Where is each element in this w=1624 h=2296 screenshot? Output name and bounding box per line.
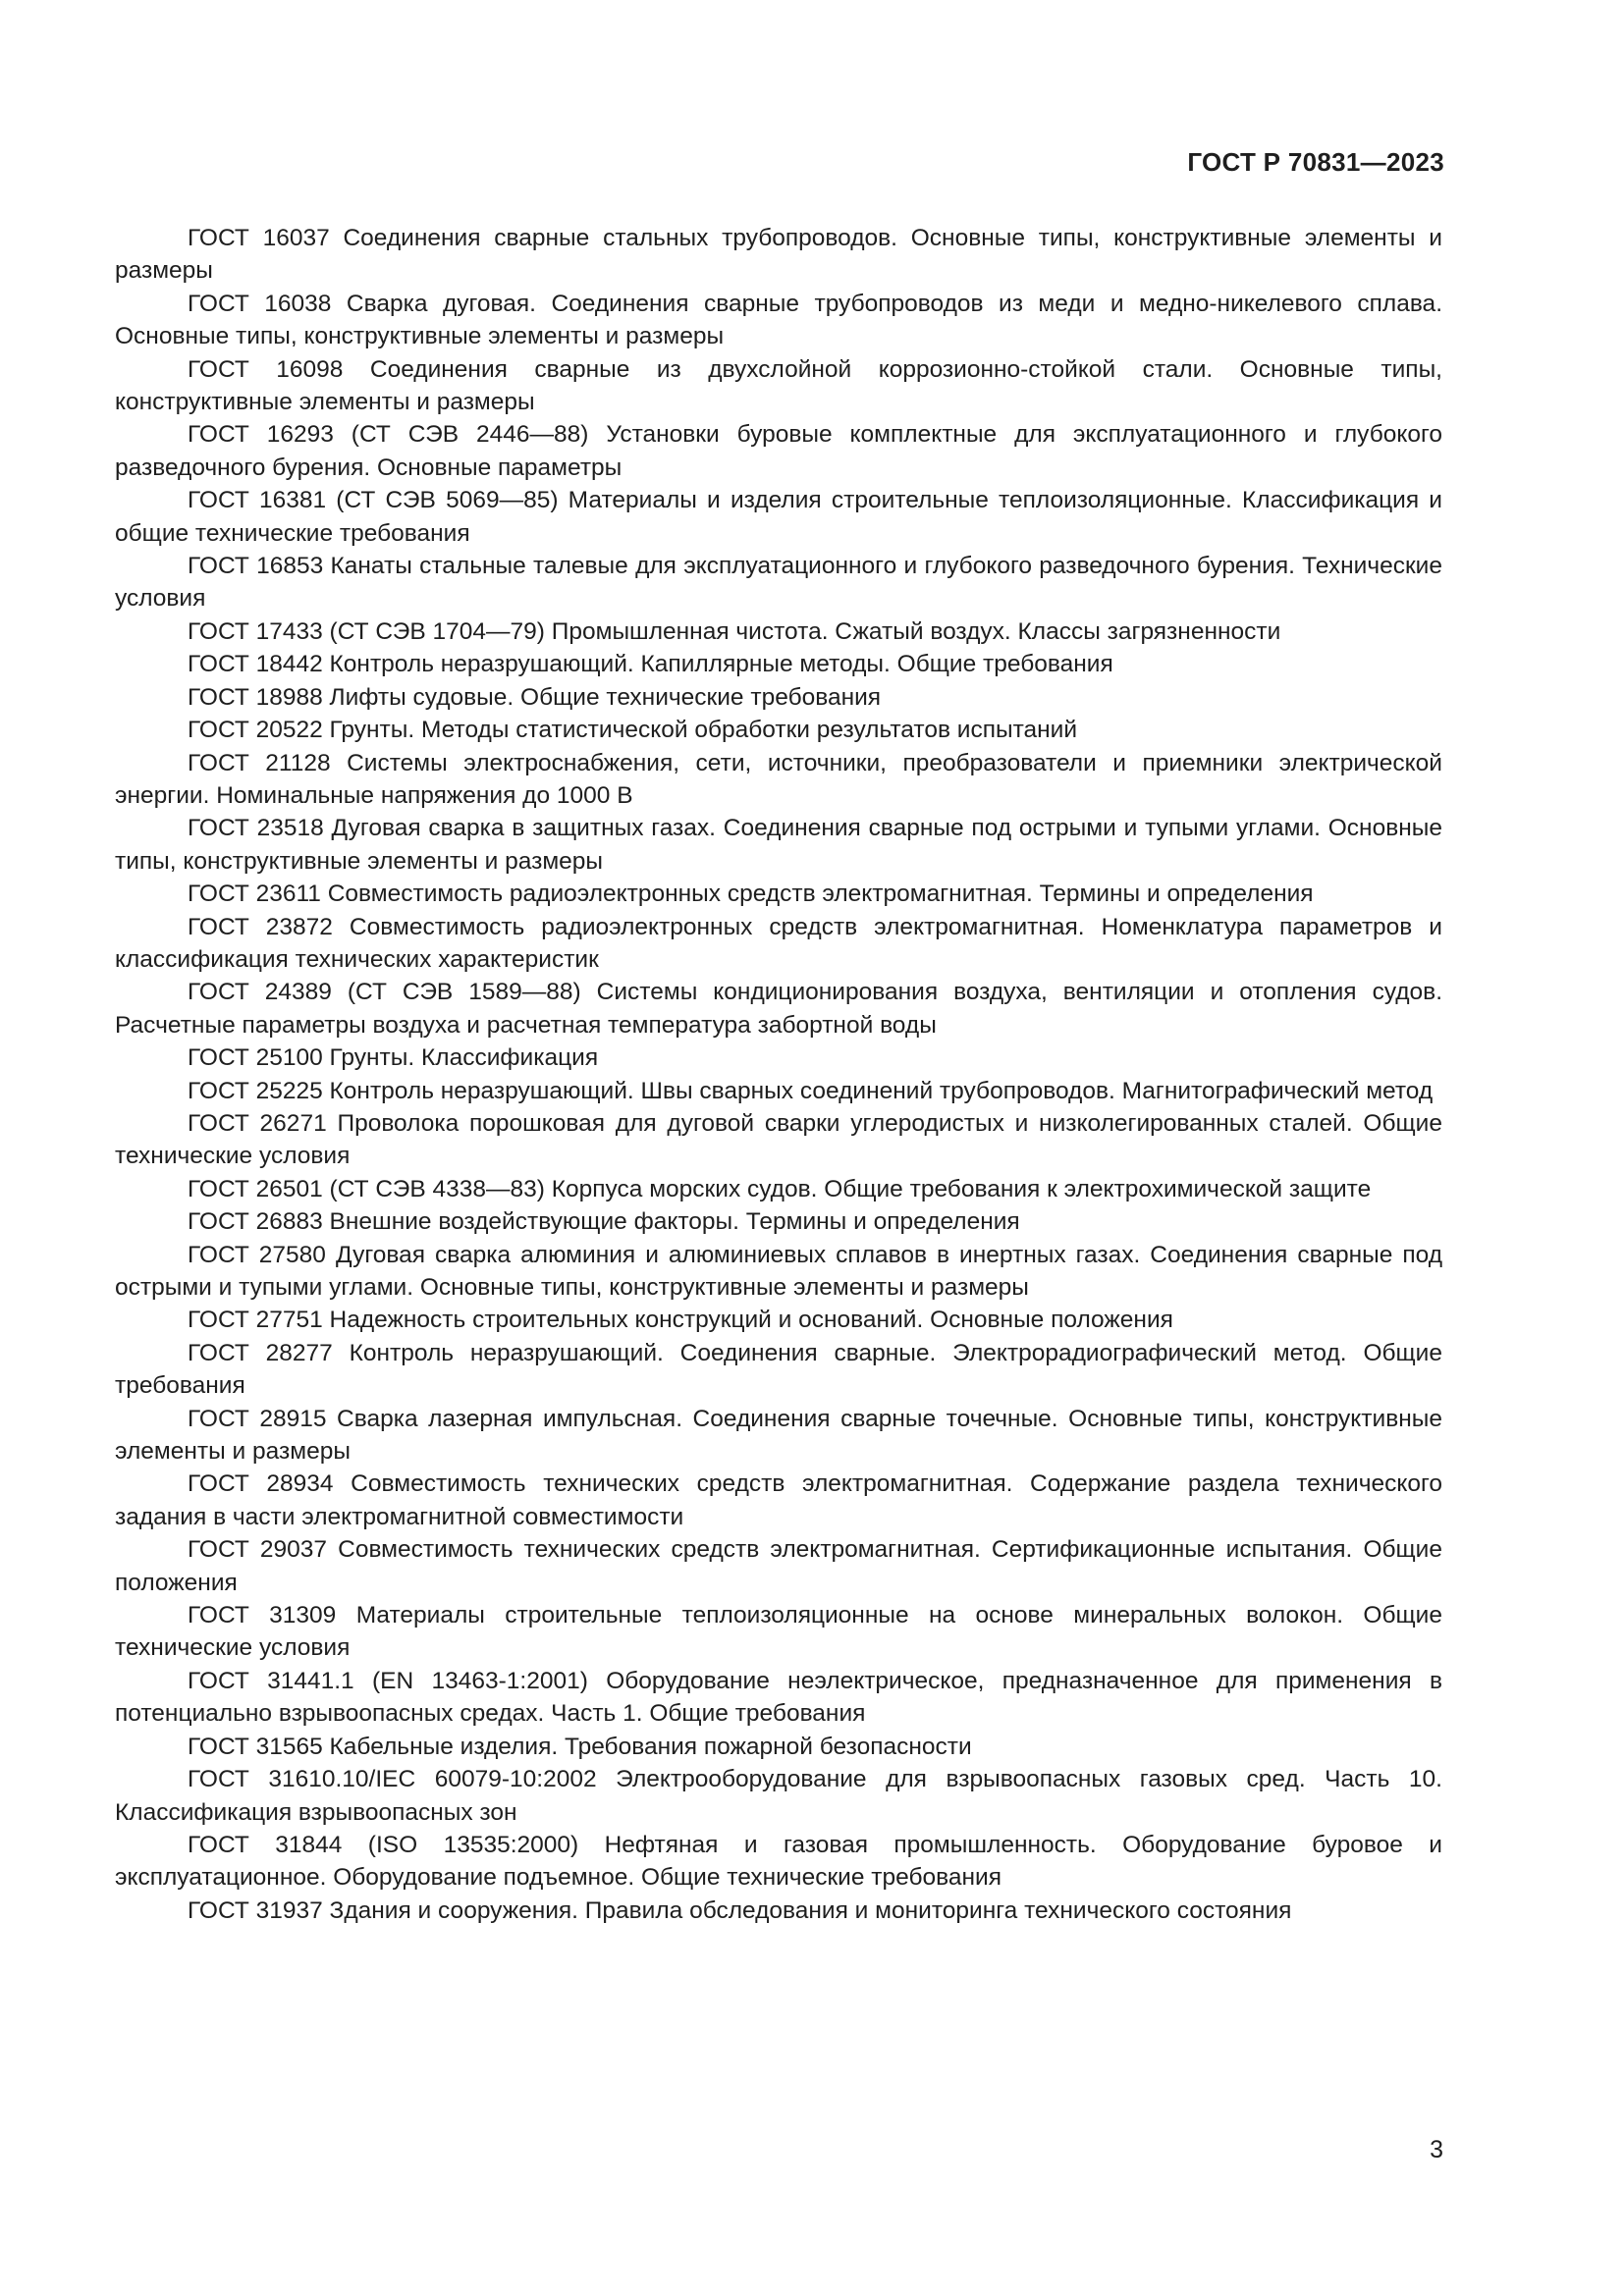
reference-entry: ГОСТ 28934 Совместимость технических средств электромагнитная. Содержание раздела технического задания в части электромагнитной совместимости: [115, 1470, 1442, 1530]
normative-references-list: [115, 222, 1442, 1927]
reference-entry: ГОСТ 29037 Совместимость технических средств электромагнитная. Сертификационные испытания. Общие положения: [115, 1536, 1442, 1596]
reference-entry: ГОСТ 18442 Контроль неразрушающий. Капиллярные методы. Общие требования: [188, 651, 1113, 678]
reference-entry: ГОСТ 31844 (ISO 13535:2000) Нефтяная и газовая промышленность. Оборудование буровое и эксплуатационное. Оборудование подъемное. Общие технические требования: [115, 1831, 1442, 1892]
reference-entry: ГОСТ 16293 (СТ СЭВ 2446—88) Установки буровые комплектные для эксплуатационного и глубокого разведочного бурения. Основные параметры: [115, 421, 1442, 481]
reference-entry: ГОСТ 16098 Соединения сварные из двухслойной коррозионно-стойкой стали. Основные типы, конструктивные элементы и размеры: [115, 355, 1442, 416]
reference-entry: ГОСТ 28277 Контроль неразрушающий. Соединения сварные. Электрорадиографический метод. Общие требования: [115, 1339, 1442, 1400]
reference-entry: ГОСТ 16038 Сварка дуговая. Соединения сварные трубопроводов из меди и медно-никелевого сплава. Основные типы, конструктивные элементы и размеры: [115, 290, 1442, 350]
document-header-id: ГОСТ Р 70831—2023: [1187, 147, 1444, 177]
reference-entry: ГОСТ 23518 Дуговая сварка в защитных газах. Соединения сварные под острыми и тупыми углами. Основные типы, конструктивные элементы и размеры: [115, 815, 1442, 875]
reference-entry: ГОСТ 25225 Контроль неразрушающий. Швы сварных соединений трубопроводов. Магнитографический метод: [188, 1077, 1434, 1104]
reference-entry: ГОСТ 20522 Грунты. Методы статистической обработки результатов испытаний: [188, 717, 1078, 744]
reference-entry: ГОСТ 26271 Проволока порошковая для дуговой сварки углеродистых и низколегированных сталей. Общие технические условия: [115, 1109, 1442, 1170]
reference-entry: ГОСТ 27751 Надежность строительных конструкций и оснований. Основные положения: [188, 1307, 1173, 1334]
reference-entry: ГОСТ 31565 Кабельные изделия. Требования пожарной безопасности: [188, 1733, 972, 1760]
reference-entry: ГОСТ 16037 Соединения сварные стальных трубопроводов. Основные типы, конструктивные элементы и размеры: [115, 225, 1442, 285]
reference-entry: ГОСТ 18988 Лифты судовые. Общие технические требования: [188, 683, 882, 711]
reference-entry: ГОСТ 25100 Грунты. Классификация: [188, 1044, 599, 1072]
reference-entry: ГОСТ 31309 Материалы строительные теплоизоляционные на основе минеральных волокон. Общие технические условия: [115, 1602, 1442, 1662]
reference-entry: ГОСТ 26501 (СТ СЭВ 4338—83) Корпуса морских судов. Общие требования к электрохимической защите: [188, 1175, 1372, 1202]
reference-entry: ГОСТ 24389 (СТ СЭВ 1589—88) Системы кондиционирования воздуха, вентиляции и отопления судов. Расчетные параметры воздуха и расчетная температура забортной воды: [115, 979, 1442, 1039]
reference-entry: ГОСТ 16853 Канаты стальные талевые для эксплуатационного и глубокого разведочного бурения. Технические условия: [115, 553, 1442, 613]
reference-entry: ГОСТ 27580 Дуговая сварка алюминия и алюминиевых сплавов в инертных газах. Соединения сварные под острыми и тупыми углами. Основные типы, конструктивные элементы и размеры: [115, 1241, 1442, 1301]
reference-entry: ГОСТ 23611 Совместимость радиоэлектронных средств электромагнитная. Термины и определения: [188, 881, 1314, 908]
reference-entry: ГОСТ 21128 Системы электроснабжения, сети, источники, преобразователи и приемники электрической энергии. Номинальные напряжения до 1000 В: [115, 749, 1442, 809]
reference-entry: ГОСТ 17433 (СТ СЭВ 1704—79) Промышленная чистота. Сжатый воздух. Классы загрязненности: [188, 617, 1281, 645]
reference-entry: ГОСТ 31937 Здания и сооружения. Правила обследования и мониторинга технического состояния: [188, 1896, 1292, 1924]
reference-entry: ГОСТ 16381 (СТ СЭВ 5069—85) Материалы и изделия строительные теплоизоляционные. Классификация и общие технические требования: [115, 487, 1442, 547]
reference-entry: ГОСТ 28915 Сварка лазерная импульсная. Соединения сварные точечные. Основные типы, конструктивные элементы и размеры: [115, 1405, 1442, 1466]
reference-entry: ГОСТ 31441.1 (EN 13463-1:2001) Оборудование неэлектрическое, предназначенное для применения в потенциально взрывоопасных средах. Часть 1. Общие требования: [115, 1667, 1442, 1728]
page-number: 3: [1430, 2136, 1443, 2163]
reference-entry: ГОСТ 26883 Внешние воздействующие факторы. Термины и определения: [188, 1208, 1020, 1236]
reference-entry: ГОСТ 31610.10/IEC 60079-10:2002 Электрооборудование для взрывоопасных газовых сред. Часть 10. Классификация взрывоопасных зон: [115, 1766, 1442, 1826]
reference-entry: ГОСТ 23872 Совместимость радиоэлектронных средств электромагнитная. Номенклатура параметров и классификация технических характеристик: [115, 913, 1442, 973]
